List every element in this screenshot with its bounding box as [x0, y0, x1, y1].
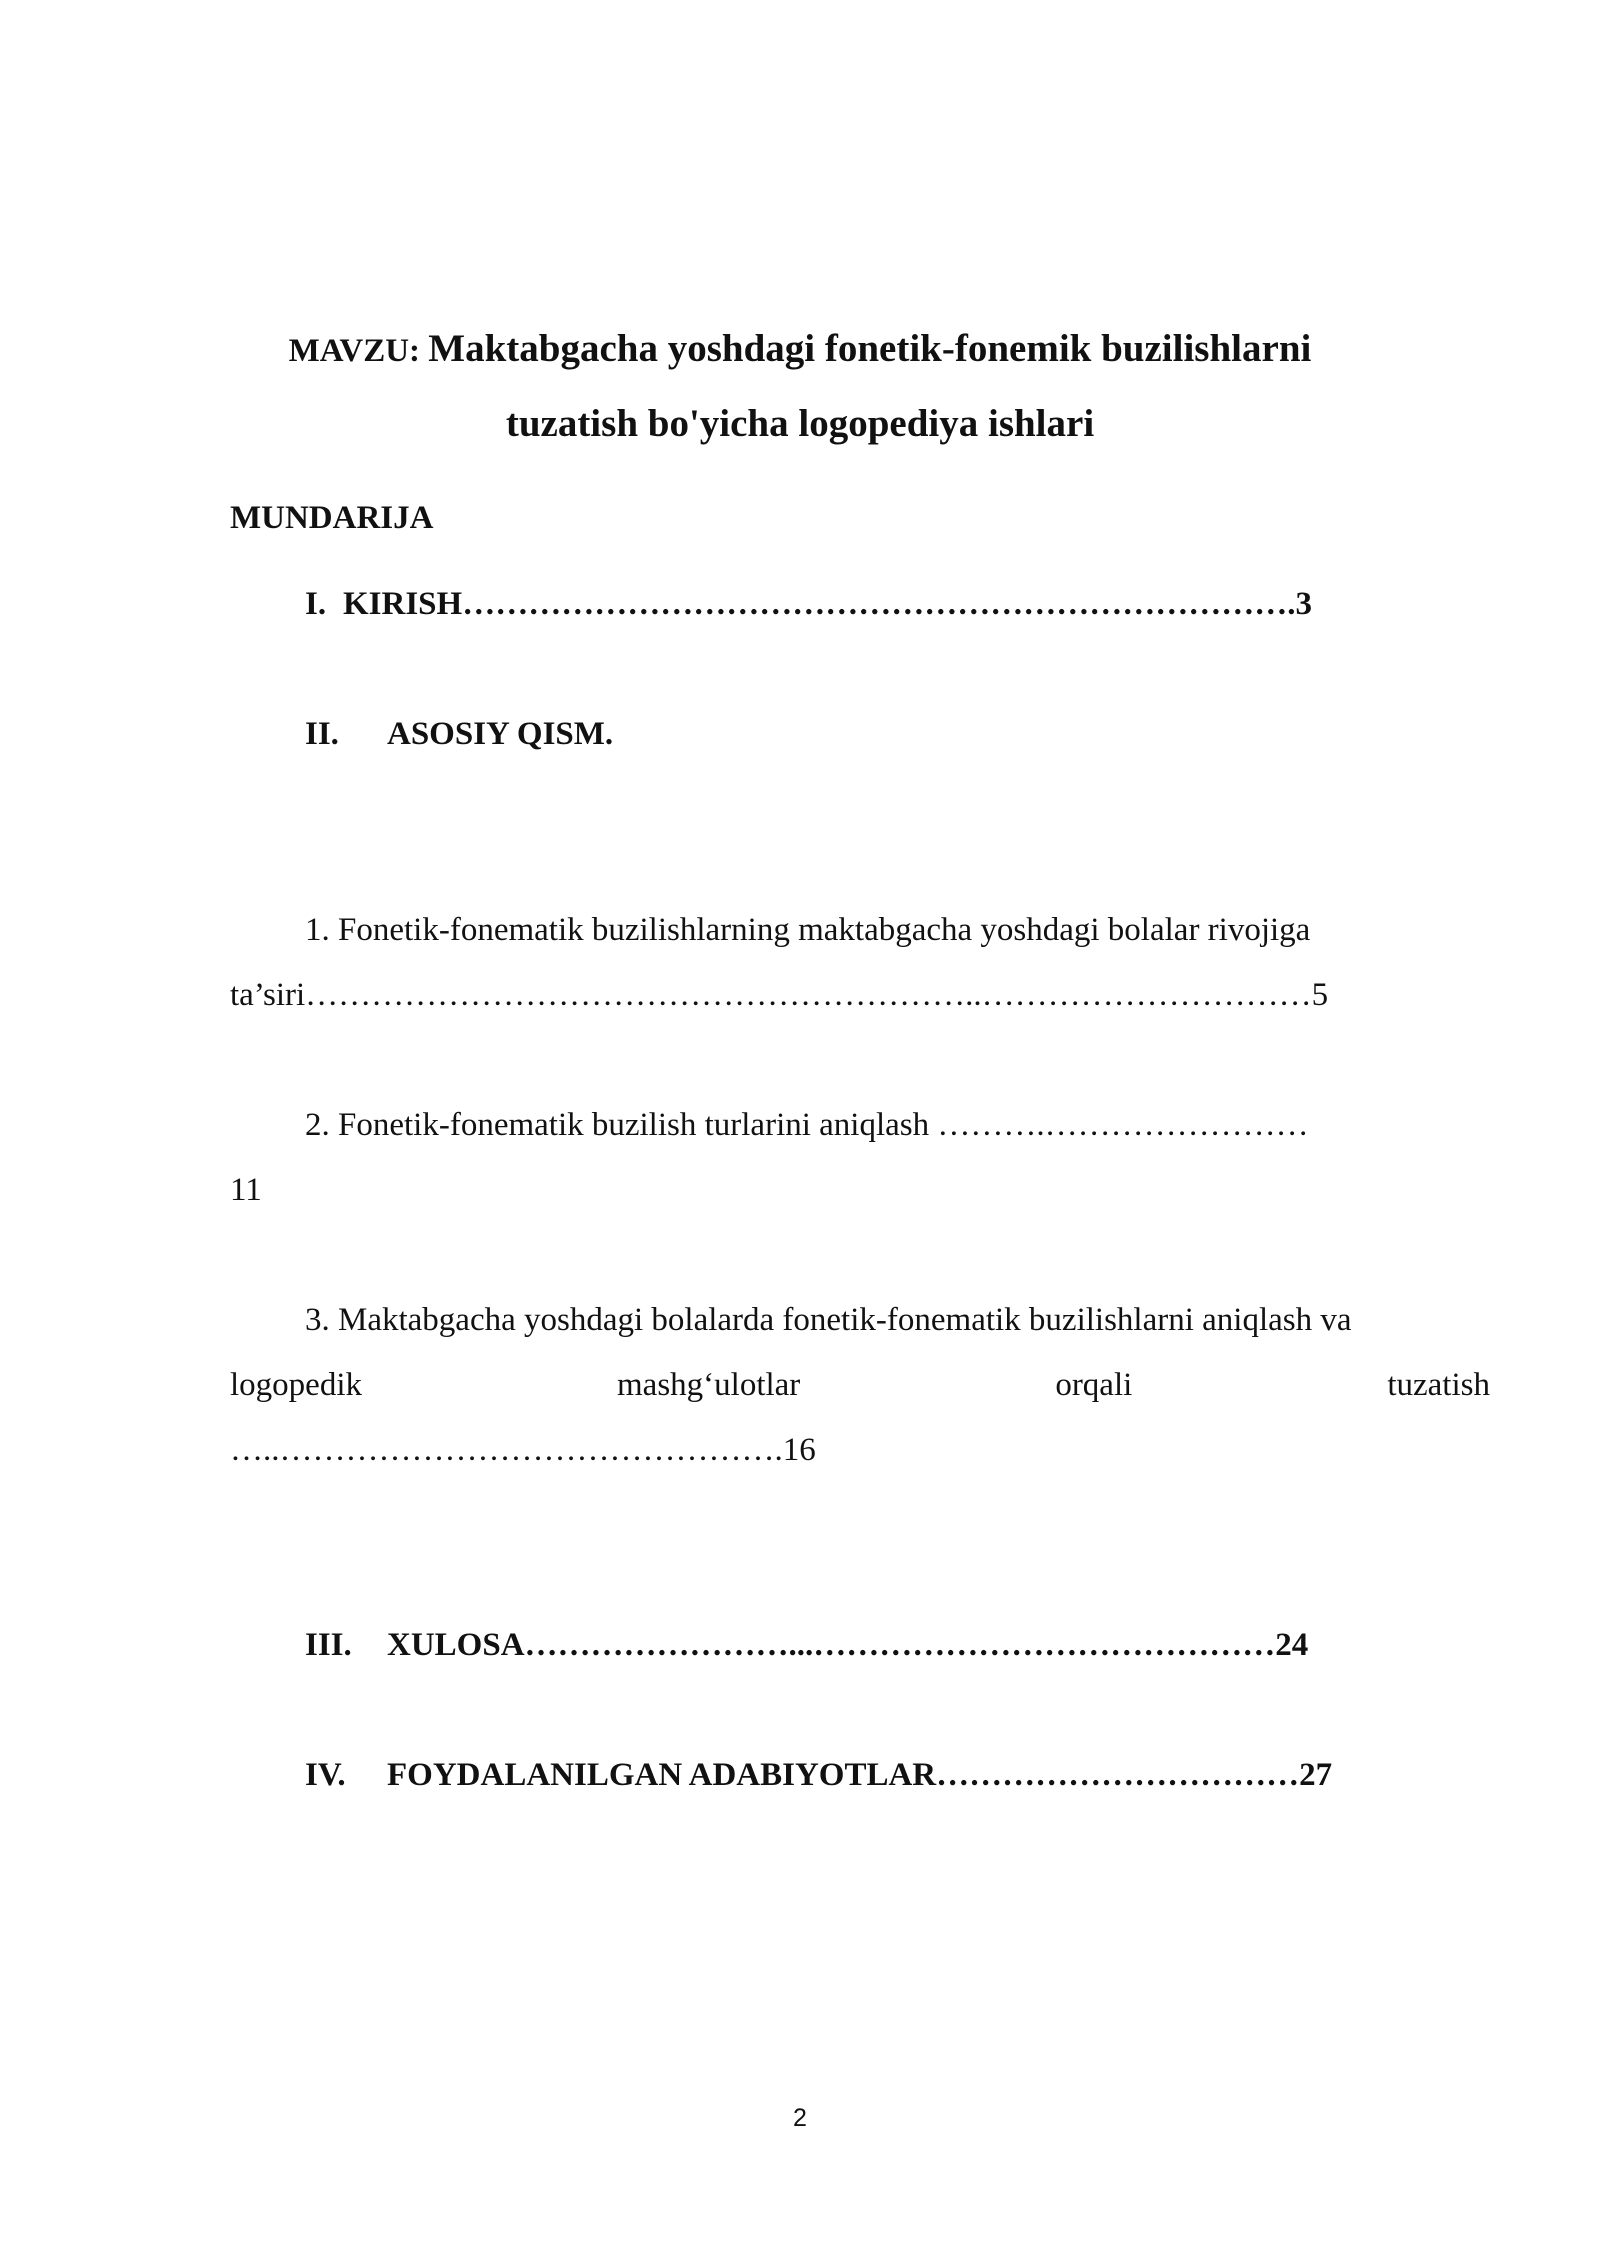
contents-heading: MUNDARIJA [230, 500, 434, 536]
toc-word: orqali [1055, 1367, 1133, 1403]
topic-title-text-1: Maktabgacha yoshdagi fonetik-fonemik buzilishlarni [428, 327, 1312, 370]
topic-prefix: MAVZU: [288, 333, 429, 369]
toc-subentry-line: …..……………………………………….16 [230, 1432, 816, 1468]
toc-subentry-line [230, 1093, 1490, 1158]
page-number: 2 [793, 2104, 807, 2132]
topic-title-line-1 [0, 326, 1600, 371]
toc-subentry-line [230, 1288, 1490, 1353]
toc-entry-adabiyotlar [305, 1757, 1465, 1794]
topic-title-line-2: tuzatish bo'yicha logopediya ishlari [505, 402, 1095, 445]
toc-entry-number: IV. [305, 1757, 346, 1793]
toc-entry-number: I. [305, 586, 327, 622]
toc-entry-text: XULOSA……………………...……………………………………24 [387, 1627, 1309, 1663]
toc-entry-number: II. [305, 716, 339, 752]
toc-subentry-line: ta’siri……………………………………………………..…………………………5 [230, 977, 1329, 1013]
toc-entry-text: KIRISH………………………………………………………………….3 [343, 586, 1312, 622]
toc-word: mashg‘ulotlar [617, 1367, 801, 1403]
toc-subentry-text: 2. Fonetik-fonematik buzilish turlarini aniqlash ……….…………………… [305, 1107, 1309, 1143]
toc-entry-text: ASOSIY QISM. [387, 716, 614, 752]
toc-entry-asosiy [305, 716, 1490, 753]
toc-subentry-line [230, 898, 1490, 963]
toc-subentry-page: 11 [230, 1172, 262, 1208]
toc-word: tuzatish [1387, 1367, 1490, 1403]
toc-subentry-2 [230, 1093, 1490, 1223]
toc-entry-xulosa [305, 1627, 1465, 1664]
toc-subentry-text: 3. Maktabgacha yoshdagi bolalarda fonetik-fonematik buzilishlarni aniqlash va [305, 1302, 1352, 1338]
toc-entry-text: FOYDALANILGAN ADABIYOTLAR……………………………27 [387, 1757, 1333, 1793]
toc-entry-kirish [305, 586, 1490, 623]
toc-subentry-1 [230, 898, 1490, 1028]
toc-entry-number: III. [305, 1627, 352, 1663]
toc-subentry-text: 1. Fonetik-fonematik buzilishlarning maktabgacha yoshdagi bolalar rivojiga [305, 912, 1311, 948]
toc-subentry-justified-line [230, 1353, 1490, 1418]
toc-subentry-3 [230, 1288, 1490, 1483]
toc-word: logopedik [230, 1367, 362, 1403]
